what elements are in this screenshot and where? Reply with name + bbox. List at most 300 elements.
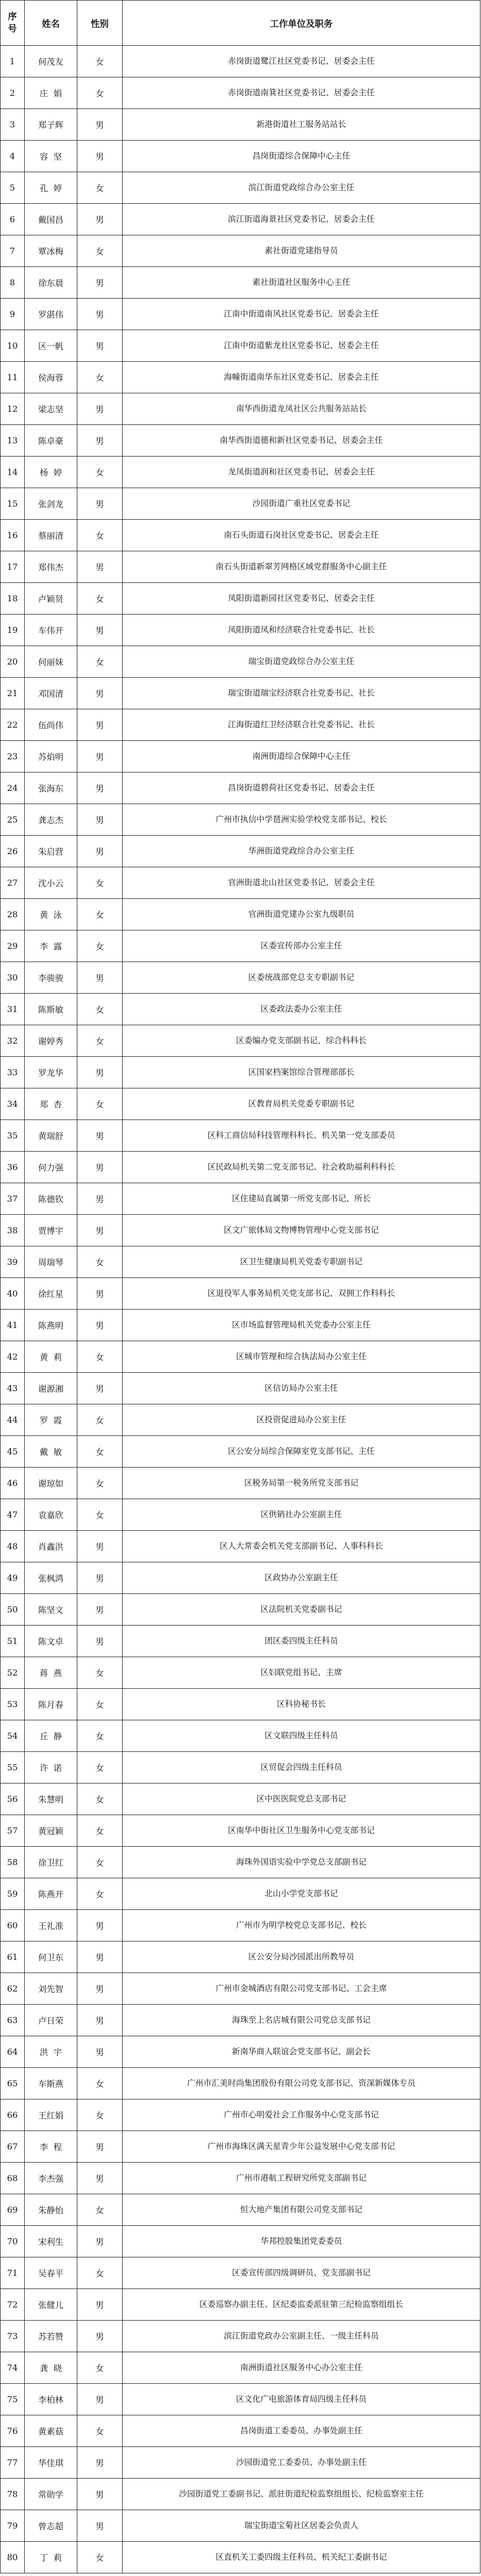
row-number: 13 — [1, 425, 25, 457]
row-number: 42 — [1, 1341, 25, 1373]
row-number: 35 — [1, 1120, 25, 1152]
row-number: 73 — [1, 2321, 25, 2352]
person-name: 谢婷秀 — [25, 1025, 77, 1057]
person-name: 李柏林 — [25, 2384, 77, 2415]
gender: 男 — [77, 330, 123, 362]
work-unit-position: 区国家档案馆综合管理部部长 — [123, 1057, 480, 1088]
row-number: 21 — [1, 678, 25, 709]
gender: 男 — [77, 488, 123, 520]
row-number: 55 — [1, 1752, 25, 1784]
work-unit-position: 赤岗街道南箕社区党委书记、居委会主任 — [123, 77, 480, 109]
work-unit-position: 沙园街道广重社区党委书记 — [123, 488, 480, 520]
gender: 女 — [77, 930, 123, 962]
row-number: 38 — [1, 1215, 25, 1246]
table-header — [1, 1, 480, 46]
work-unit-position: 区委政法委办公室主任 — [123, 994, 480, 1025]
person-name: 陈燕明 — [25, 1310, 77, 1341]
row-number: 67 — [1, 2131, 25, 2163]
work-unit-position: 南华西街道龙凤社区公共服务站站长 — [123, 393, 480, 425]
row-number: 49 — [1, 1562, 25, 1594]
person-name: 何力强 — [25, 1152, 77, 1183]
work-unit-position: 滨江街道党政综合办公室主任 — [123, 172, 480, 204]
work-unit-position: 昌岗街道碧荷社区党委书记、居委会主任 — [123, 772, 480, 804]
row-number: 65 — [1, 2068, 25, 2099]
gender: 女 — [77, 235, 123, 267]
table-row — [1, 1025, 480, 1057]
work-unit-position: 滨江街道海景社区党委书记、居委会主任 — [123, 204, 480, 235]
header-row-number-label: 序号 — [8, 11, 17, 34]
row-number: 19 — [1, 615, 25, 646]
row-number: 11 — [1, 362, 25, 393]
person-name: 卢颖贤 — [25, 583, 77, 615]
work-unit-position: 广州市海珠区满天星青少年公益发展中心党支部书记 — [123, 2131, 480, 2163]
work-unit-position: 海珠至上名店城有限公司党总支部书记 — [123, 2005, 480, 2036]
row-number: 33 — [1, 1057, 25, 1088]
work-unit-position: 区委编办党支部副书记、综合科科长 — [123, 1025, 480, 1057]
work-unit-position: 区城市管理和综合执法局办公室主任 — [123, 1341, 480, 1373]
work-unit-position: 江海街道红卫经济联合社党委书记、社长 — [123, 709, 480, 741]
row-number: 70 — [1, 2226, 25, 2257]
table-row — [1, 2447, 480, 2479]
person-name: 王红娟 — [25, 2099, 77, 2131]
row-number: 8 — [1, 267, 25, 299]
table-row — [1, 457, 480, 488]
gender: 男 — [77, 2447, 123, 2479]
row-number: 53 — [1, 1689, 25, 1720]
person-name: 贾博宇 — [25, 1215, 77, 1246]
work-unit-position: 广州市执信中学琶洲实验学校党支部书记、校长 — [123, 804, 480, 836]
gender: 男 — [77, 2289, 123, 2321]
table-row — [1, 1531, 480, 1562]
table-row — [1, 1689, 480, 1720]
work-unit-position: 区投资促进局办公室主任 — [123, 1404, 480, 1436]
person-name: 张健儿 — [25, 2289, 77, 2321]
person-name: 杨 婷 — [25, 457, 77, 488]
table-row — [1, 520, 480, 551]
table-row — [1, 646, 480, 678]
work-unit-position: 区中医医院党总支部书记 — [123, 1784, 480, 1815]
work-unit-position: 区文联四级主任科员 — [123, 1720, 480, 1752]
row-number: 41 — [1, 1310, 25, 1341]
row-number: 76 — [1, 2415, 25, 2447]
person-name: 孔 婷 — [25, 172, 77, 204]
gender: 女 — [77, 1784, 123, 1815]
table-row — [1, 1594, 480, 1626]
table-row — [1, 1278, 480, 1310]
table-row — [1, 772, 480, 804]
table-row — [1, 1310, 480, 1341]
work-unit-position: 新港街道社工服务站站长 — [123, 109, 480, 141]
gender: 男 — [77, 1310, 123, 1341]
table-row — [1, 1436, 480, 1468]
row-number: 29 — [1, 930, 25, 962]
table-row — [1, 2479, 480, 2510]
row-number: 61 — [1, 1941, 25, 1973]
gender: 女 — [77, 46, 123, 77]
table-row — [1, 1973, 480, 2005]
person-name: 徐红星 — [25, 1278, 77, 1310]
gender: 男 — [77, 2384, 123, 2415]
row-number: 79 — [1, 2510, 25, 2542]
header-row-number — [1, 1, 25, 46]
work-unit-position: 南石头街道石岗社区党委书记、居委会主任 — [123, 520, 480, 551]
table-row — [1, 141, 480, 172]
work-unit-position: 区直机关工委四级主任科员、机关纪工委副书记 — [123, 2542, 480, 2573]
person-name: 朱慧明 — [25, 1784, 77, 1815]
work-unit-position: 龙凤街道润和社区党委书记、居委会主任 — [123, 457, 480, 488]
table-row — [1, 2289, 480, 2321]
row-number: 27 — [1, 867, 25, 899]
row-number: 22 — [1, 709, 25, 741]
gender: 女 — [77, 1752, 123, 1784]
person-name: 王礼准 — [25, 1910, 77, 1941]
gender: 男 — [77, 1594, 123, 1626]
row-number: 63 — [1, 2005, 25, 2036]
work-unit-position: 沙园街道党工委委员、办事处副主任 — [123, 2447, 480, 2479]
row-number: 59 — [1, 1878, 25, 1910]
gender: 男 — [77, 393, 123, 425]
work-unit-position: 赤岗街道鹭江社区党委书记、居委会主任 — [123, 46, 480, 77]
person-name: 黄 莉 — [25, 1341, 77, 1373]
gender: 男 — [77, 1120, 123, 1152]
table-row — [1, 1815, 480, 1847]
table-row — [1, 962, 480, 994]
table-row — [1, 551, 480, 583]
table-row — [1, 2542, 480, 2573]
person-name: 谢源湘 — [25, 1373, 77, 1404]
gender: 男 — [77, 615, 123, 646]
work-unit-position: 南石头街道新翠芳网格区域党群服务中心副主任 — [123, 551, 480, 583]
work-unit-position: 区委宣传部办公室主任 — [123, 930, 480, 962]
gender: 男 — [77, 2321, 123, 2352]
table-row — [1, 1120, 480, 1152]
row-number: 1 — [1, 46, 25, 77]
person-name: 黄 泳 — [25, 899, 77, 930]
gender: 女 — [77, 1499, 123, 1531]
gender: 男 — [77, 741, 123, 772]
person-name: 洪 宇 — [25, 2036, 77, 2068]
gender: 男 — [77, 1183, 123, 1215]
row-number: 6 — [1, 204, 25, 235]
row-number: 30 — [1, 962, 25, 994]
work-unit-position: 区贸促会四级主任科员 — [123, 1752, 480, 1784]
table-row — [1, 867, 480, 899]
person-name: 苏焰明 — [25, 741, 77, 772]
work-unit-position: 区文广旅体局文物博物管理中心党支部书记 — [123, 1215, 480, 1246]
gender: 女 — [77, 1436, 123, 1468]
gender: 女 — [77, 1246, 123, 1278]
work-unit-position: 区政协办公室副主任 — [123, 1562, 480, 1594]
row-number: 57 — [1, 1815, 25, 1847]
table-row — [1, 804, 480, 836]
person-name: 伍尚伟 — [25, 709, 77, 741]
work-unit-position: 素社街道社区服务中心主任 — [123, 267, 480, 299]
table-row — [1, 1910, 480, 1941]
table-row — [1, 204, 480, 235]
table-row — [1, 2068, 480, 2099]
person-name: 蔡丽清 — [25, 520, 77, 551]
gender: 女 — [77, 362, 123, 393]
gender: 男 — [77, 299, 123, 330]
person-name: 车斯燕 — [25, 2068, 77, 2099]
work-unit-position: 区委统战部党总支专职副书记 — [123, 962, 480, 994]
gender: 女 — [77, 646, 123, 678]
work-unit-position: 新南华商人联谊会党支部书记、副会长 — [123, 2036, 480, 2068]
work-unit-position: 区供销社办公室副主任 — [123, 1499, 480, 1531]
person-name: 侯海蓉 — [25, 362, 77, 393]
work-unit-position: 区卫生健康局机关党委专职副书记 — [123, 1246, 480, 1278]
person-name: 容 坚 — [25, 141, 77, 172]
table-row — [1, 615, 480, 646]
work-unit-position: 南华西街道德和新社区党委书记、居委会主任 — [123, 425, 480, 457]
row-number: 74 — [1, 2352, 25, 2384]
table-row — [1, 2510, 480, 2542]
gender: 男 — [77, 1626, 123, 1657]
gender: 男 — [77, 2163, 123, 2194]
gender: 女 — [77, 1847, 123, 1878]
table-row — [1, 1784, 480, 1815]
person-name: 张枫鸿 — [25, 1562, 77, 1594]
table-row — [1, 741, 480, 772]
work-unit-position: 区税务局第一税务所党支部书记 — [123, 1468, 480, 1499]
work-unit-position: 区公安分局综合保障室党支部书记、主任 — [123, 1436, 480, 1468]
table-row — [1, 583, 480, 615]
table-row — [1, 2005, 480, 2036]
table-row — [1, 2099, 480, 2131]
table-row — [1, 1215, 480, 1246]
gender: 女 — [77, 77, 123, 109]
gender: 女 — [77, 172, 123, 204]
gender: 男 — [77, 2510, 123, 2542]
work-unit-position: 广州市港航工程研究所党支部副书记 — [123, 2163, 480, 2194]
person-name: 袁嘉欣 — [25, 1499, 77, 1531]
table-row — [1, 2163, 480, 2194]
work-unit-position: 昌岗街道综合保障中心主任 — [123, 141, 480, 172]
person-name: 朱静怡 — [25, 2194, 77, 2226]
person-name: 张剑龙 — [25, 488, 77, 520]
gender: 女 — [77, 520, 123, 551]
person-name: 何丽妹 — [25, 646, 77, 678]
work-unit-position: 滨江街道党政办公室副主任、一级主任科员 — [123, 2321, 480, 2352]
table-row — [1, 1152, 480, 1183]
work-unit-position: 区南华中街社区卫生服务中心党支部书记 — [123, 1815, 480, 1847]
person-name: 华佳琪 — [25, 2447, 77, 2479]
person-name: 曾志超 — [25, 2510, 77, 2542]
person-name: 陈月春 — [25, 1689, 77, 1720]
row-number: 5 — [1, 172, 25, 204]
row-number: 12 — [1, 393, 25, 425]
gender: 女 — [77, 2352, 123, 2384]
row-number: 39 — [1, 1246, 25, 1278]
row-number: 46 — [1, 1468, 25, 1499]
table-row — [1, 425, 480, 457]
table-row — [1, 1088, 480, 1120]
gender: 女 — [77, 2099, 123, 2131]
row-number: 68 — [1, 2163, 25, 2194]
gender: 女 — [77, 583, 123, 615]
person-name: 李杰强 — [25, 2163, 77, 2194]
work-unit-position: 昌岗街道工委委员、办事处副主任 — [123, 2415, 480, 2447]
person-name: 肖鑫洪 — [25, 1531, 77, 1562]
row-number: 16 — [1, 520, 25, 551]
work-unit-position: 沙园街道党工委副书记、派驻街道纪检监察组组长、纪检监察室主任 — [123, 2479, 480, 2510]
person-name: 邓国清 — [25, 678, 77, 709]
gender: 男 — [77, 962, 123, 994]
table-row — [1, 899, 480, 930]
row-number: 52 — [1, 1657, 25, 1689]
row-number: 26 — [1, 836, 25, 867]
gender: 女 — [77, 1025, 123, 1057]
row-number: 9 — [1, 299, 25, 330]
work-unit-position: 区科工商信局科技管理科科长、机关第一党支部委员 — [123, 1120, 480, 1152]
person-name: 陈坚文 — [25, 1594, 77, 1626]
person-name: 罗龙华 — [25, 1057, 77, 1088]
row-number: 4 — [1, 141, 25, 172]
table-row — [1, 1183, 480, 1215]
gender: 男 — [77, 2036, 123, 2068]
table-row — [1, 2384, 480, 2415]
person-name: 区一帆 — [25, 330, 77, 362]
person-name: 黄冠颖 — [25, 1815, 77, 1847]
person-name: 李 程 — [25, 2131, 77, 2163]
person-name: 徐东晨 — [25, 267, 77, 299]
person-name: 李 露 — [25, 930, 77, 962]
work-unit-position: 官洲街道北山社区党委书记、居委会主任 — [123, 867, 480, 899]
table-body — [1, 46, 480, 2573]
gender: 女 — [77, 457, 123, 488]
person-name: 丘 静 — [25, 1720, 77, 1752]
person-name: 卢日荣 — [25, 2005, 77, 2036]
row-number: 56 — [1, 1784, 25, 1815]
table-row — [1, 1404, 480, 1436]
person-name: 黄素菇 — [25, 2415, 77, 2447]
row-number: 2 — [1, 77, 25, 109]
gender: 女 — [77, 2068, 123, 2099]
person-name: 徐卫红 — [25, 1847, 77, 1878]
person-name: 许 诺 — [25, 1752, 77, 1784]
work-unit-position: 恒大地产集团有限公司党支部书记 — [123, 2194, 480, 2226]
row-number: 40 — [1, 1278, 25, 1310]
work-unit-position: 北山小学党支部书记 — [123, 1878, 480, 1910]
table-row — [1, 1562, 480, 1594]
gender: 男 — [77, 836, 123, 867]
person-name: 何茂友 — [25, 46, 77, 77]
gender: 女 — [77, 899, 123, 930]
gender: 男 — [77, 1057, 123, 1088]
person-name: 郑伟杰 — [25, 551, 77, 583]
row-number: 78 — [1, 2479, 25, 2510]
table-row — [1, 172, 480, 204]
row-number: 66 — [1, 2099, 25, 2131]
table-row — [1, 1752, 480, 1784]
person-name: 戴国昌 — [25, 204, 77, 235]
work-unit-position: 区市场监督管理局机关党委办公室主任 — [123, 1310, 480, 1341]
work-unit-position: 华邦控股集团党委委员 — [123, 2226, 480, 2257]
work-unit-position: 区妇联党组书记、主席 — [123, 1657, 480, 1689]
row-number: 54 — [1, 1720, 25, 1752]
person-name: 戴 敏 — [25, 1436, 77, 1468]
gender: 男 — [77, 678, 123, 709]
work-unit-position: 广州市金城酒店有限公司党支部书记、工会主席 — [123, 1973, 480, 2005]
row-number: 37 — [1, 1183, 25, 1215]
row-number: 69 — [1, 2194, 25, 2226]
gender: 女 — [77, 1878, 123, 1910]
person-name: 沈小云 — [25, 867, 77, 899]
work-unit-position: 区退役军人事务局机关党支部书记、双拥工作科科长 — [123, 1278, 480, 1310]
row-number: 36 — [1, 1152, 25, 1183]
person-name: 谢琼如 — [25, 1468, 77, 1499]
table-row — [1, 1468, 480, 1499]
person-name: 黄瑞舒 — [25, 1120, 77, 1152]
gender: 男 — [77, 709, 123, 741]
row-number: 44 — [1, 1404, 25, 1436]
row-number: 10 — [1, 330, 25, 362]
gender: 男 — [77, 1973, 123, 2005]
person-name: 车伟开 — [25, 615, 77, 646]
work-unit-position: 区公安分局沙园派出所教导员 — [123, 1941, 480, 1973]
header-name: 姓名 — [25, 1, 77, 46]
person-name: 丁 莉 — [25, 2542, 77, 2573]
table-row — [1, 362, 480, 393]
table-row — [1, 235, 480, 267]
table-row — [1, 1941, 480, 1973]
gender: 男 — [77, 1941, 123, 1973]
work-unit-position: 海幢街道南华东社区党委书记、居委会主任 — [123, 362, 480, 393]
table-row — [1, 1373, 480, 1404]
gender: 女 — [77, 1815, 123, 1847]
person-name: 蒋 燕 — [25, 1657, 77, 1689]
gender: 女 — [77, 867, 123, 899]
table-row — [1, 2131, 480, 2163]
gender: 女 — [77, 1404, 123, 1436]
gender: 女 — [77, 2415, 123, 2447]
row-number: 50 — [1, 1594, 25, 1626]
gender: 男 — [77, 109, 123, 141]
gender: 男 — [77, 1152, 123, 1183]
table-row — [1, 488, 480, 520]
person-name: 罗 霞 — [25, 1404, 77, 1436]
table-row — [1, 109, 480, 141]
work-unit-position: 海珠外国语实验中学党总支部副书记 — [123, 1847, 480, 1878]
person-name: 郑 杏 — [25, 1088, 77, 1120]
table-row — [1, 836, 480, 867]
row-number: 43 — [1, 1373, 25, 1404]
row-number: 77 — [1, 2447, 25, 2479]
gender: 男 — [77, 551, 123, 583]
gender: 女 — [77, 1341, 123, 1373]
row-number: 14 — [1, 457, 25, 488]
table-row — [1, 2226, 480, 2257]
gender: 女 — [77, 1468, 123, 1499]
table-row — [1, 2194, 480, 2226]
header-row — [1, 1, 480, 46]
work-unit-position: 区信访局办公室主任 — [123, 1373, 480, 1404]
row-number: 58 — [1, 1847, 25, 1878]
table-row — [1, 1847, 480, 1878]
gender: 女 — [77, 1689, 123, 1720]
table-row — [1, 930, 480, 962]
person-name: 何卫东 — [25, 1941, 77, 1973]
table-row — [1, 1341, 480, 1373]
row-number: 47 — [1, 1499, 25, 1531]
row-number: 25 — [1, 804, 25, 836]
table-row — [1, 1657, 480, 1689]
work-unit-position: 凤阳街道新园社区党委书记、居委会主任 — [123, 583, 480, 615]
work-unit-position: 南洲街道社区服务中心办公室主任 — [123, 2352, 480, 2384]
row-number: 62 — [1, 1973, 25, 2005]
work-unit-position: 官洲街道党建办公室九级职员 — [123, 899, 480, 930]
gender: 男 — [77, 1278, 123, 1310]
